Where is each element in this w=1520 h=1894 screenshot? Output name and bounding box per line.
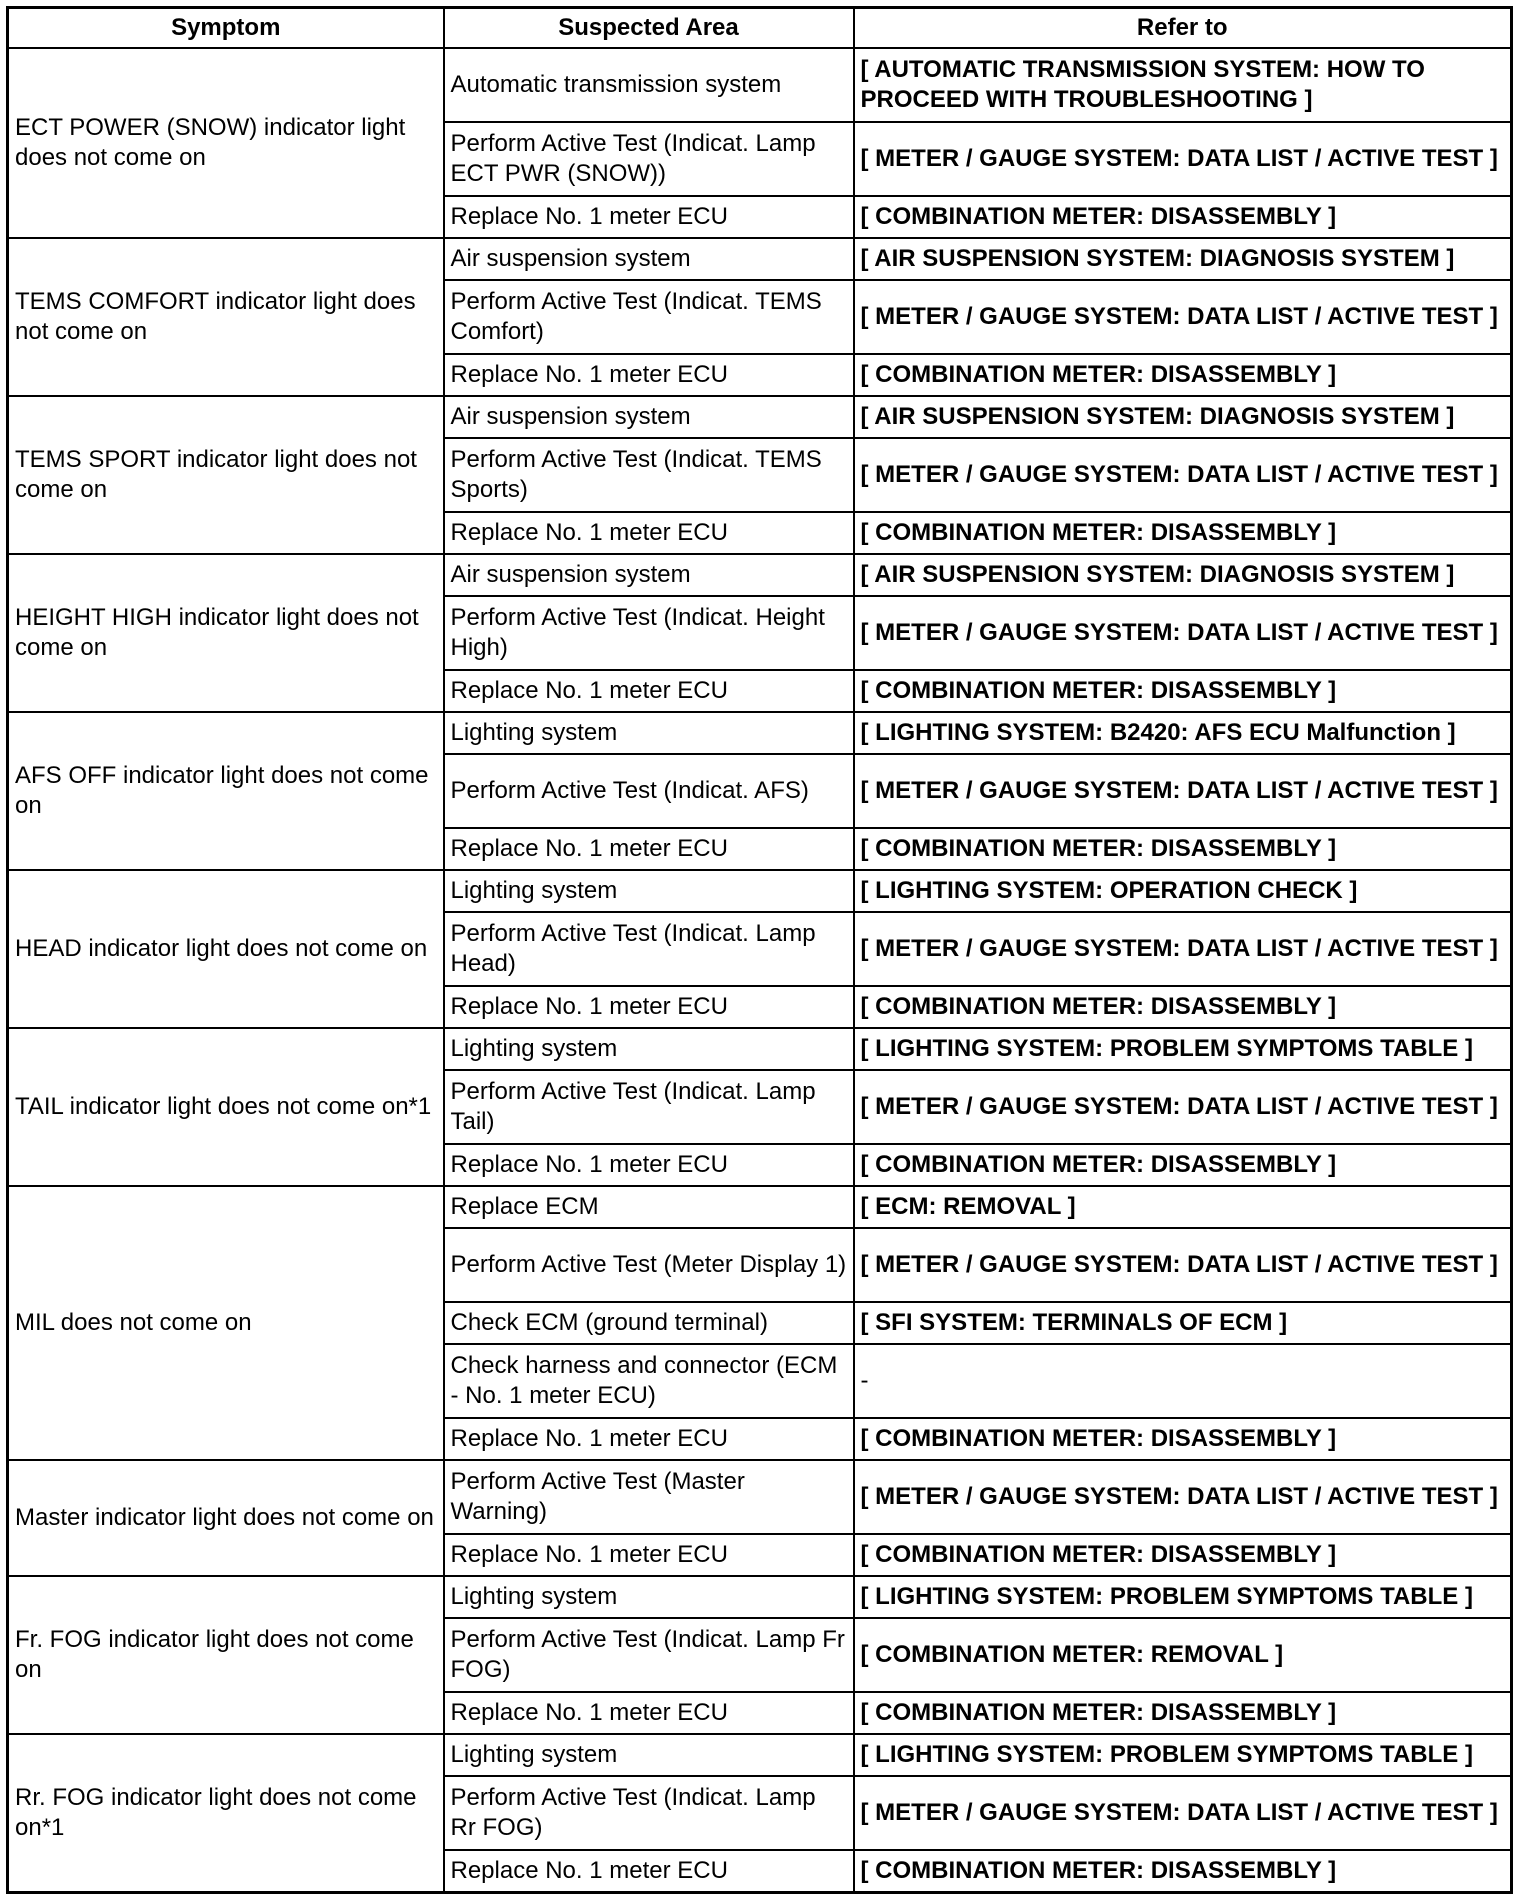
suspected-area-cell: Perform Active Test (Indicat. AFS) — [444, 754, 854, 828]
troubleshooting-table — [6, 6, 1513, 1894]
symptom-cell: HEAD indicator light does not come on — [8, 870, 444, 1028]
refer-to-cell[interactable]: [ COMBINATION METER: DISASSEMBLY ] — [854, 196, 1512, 238]
suspected-area-cell: Perform Active Test (Indicat. Lamp Tail) — [444, 1070, 854, 1144]
table-row — [8, 1028, 1512, 1070]
refer-to-cell[interactable]: [ COMBINATION METER: DISASSEMBLY ] — [854, 986, 1512, 1028]
refer-to-cell[interactable]: [ METER / GAUGE SYSTEM: DATA LIST / ACTIVE TEST ] — [854, 1070, 1512, 1144]
refer-to-cell[interactable]: [ COMBINATION METER: DISASSEMBLY ] — [854, 1144, 1512, 1186]
suspected-area-cell: Perform Active Test (Indicat. Height High) — [444, 596, 854, 670]
suspected-area-cell: Air suspension system — [444, 554, 854, 596]
symptom-cell: TEMS COMFORT indicator light does not come on — [8, 238, 444, 396]
refer-to-cell[interactable]: [ LIGHTING SYSTEM: B2420: AFS ECU Malfunction ] — [854, 712, 1512, 754]
table-row — [8, 238, 1512, 280]
refer-to-cell[interactable]: [ METER / GAUGE SYSTEM: DATA LIST / ACTIVE TEST ] — [854, 1228, 1512, 1302]
refer-to-cell[interactable]: [ METER / GAUGE SYSTEM: DATA LIST / ACTIVE TEST ] — [854, 122, 1512, 196]
suspected-area-cell: Perform Active Test (Indicat. Lamp Head) — [444, 912, 854, 986]
table-row — [8, 870, 1512, 912]
refer-to-cell[interactable]: [ AUTOMATIC TRANSMISSION SYSTEM: HOW TO PROCEED WITH TROUBLESHOOTING ] — [854, 48, 1512, 122]
refer-to-cell[interactable]: [ SFI SYSTEM: TERMINALS OF ECM ] — [854, 1302, 1512, 1344]
refer-to-cell[interactable]: [ METER / GAUGE SYSTEM: DATA LIST / ACTIVE TEST ] — [854, 912, 1512, 986]
suspected-area-cell: Lighting system — [444, 870, 854, 912]
refer-to-cell[interactable]: [ METER / GAUGE SYSTEM: DATA LIST / ACTIVE TEST ] — [854, 596, 1512, 670]
refer-to-cell[interactable]: [ METER / GAUGE SYSTEM: DATA LIST / ACTIVE TEST ] — [854, 1460, 1512, 1534]
table-row — [8, 48, 1512, 122]
symptom-cell: ECT POWER (SNOW) indicator light does not come on — [8, 48, 444, 238]
refer-to-cell[interactable]: [ COMBINATION METER: DISASSEMBLY ] — [854, 354, 1512, 396]
suspected-area-cell: Replace No. 1 meter ECU — [444, 986, 854, 1028]
suspected-area-cell: Perform Active Test (Master Warning) — [444, 1460, 854, 1534]
suspected-area-cell: Replace No. 1 meter ECU — [444, 196, 854, 238]
symptom-cell: Master indicator light does not come on — [8, 1460, 444, 1576]
symptom-cell: AFS OFF indicator light does not come on — [8, 712, 444, 870]
header-symptom: Symptom — [8, 8, 444, 49]
refer-to-cell[interactable]: [ METER / GAUGE SYSTEM: DATA LIST / ACTIVE TEST ] — [854, 438, 1512, 512]
refer-to-cell[interactable]: [ LIGHTING SYSTEM: PROBLEM SYMPTOMS TABLE ] — [854, 1576, 1512, 1618]
suspected-area-cell: Air suspension system — [444, 396, 854, 438]
refer-to-cell[interactable]: [ COMBINATION METER: DISASSEMBLY ] — [854, 1692, 1512, 1734]
suspected-area-cell: Perform Active Test (Indicat. Lamp ECT PWR (SNOW)) — [444, 122, 854, 196]
table-row — [8, 554, 1512, 596]
refer-to-cell[interactable]: [ AIR SUSPENSION SYSTEM: DIAGNOSIS SYSTEM ] — [854, 238, 1512, 280]
refer-to-cell[interactable]: [ COMBINATION METER: DISASSEMBLY ] — [854, 512, 1512, 554]
symptom-cell: MIL does not come on — [8, 1186, 444, 1460]
suspected-area-cell: Replace No. 1 meter ECU — [444, 828, 854, 870]
suspected-area-cell: Replace No. 1 meter ECU — [444, 1144, 854, 1186]
symptom-cell: TAIL indicator light does not come on*1 — [8, 1028, 444, 1186]
table-row — [8, 712, 1512, 754]
refer-to-cell[interactable]: [ COMBINATION METER: DISASSEMBLY ] — [854, 1534, 1512, 1576]
refer-to-cell[interactable]: [ ECM: REMOVAL ] — [854, 1186, 1512, 1228]
suspected-area-cell: Perform Active Test (Indicat. TEMS Comfort) — [444, 280, 854, 354]
symptom-cell: Fr. FOG indicator light does not come on — [8, 1576, 444, 1734]
refer-to-cell[interactable]: [ COMBINATION METER: DISASSEMBLY ] — [854, 828, 1512, 870]
suspected-area-cell: Perform Active Test (Meter Display 1) — [444, 1228, 854, 1302]
suspected-area-cell: Replace No. 1 meter ECU — [444, 1850, 854, 1893]
suspected-area-cell: Lighting system — [444, 1576, 854, 1618]
refer-to-cell[interactable]: [ COMBINATION METER: REMOVAL ] — [854, 1618, 1512, 1692]
refer-to-cell: - — [854, 1344, 1512, 1418]
symptom-cell: TEMS SPORT indicator light does not come on — [8, 396, 444, 554]
refer-to-cell[interactable]: [ LIGHTING SYSTEM: PROBLEM SYMPTOMS TABLE ] — [854, 1734, 1512, 1776]
refer-to-cell[interactable]: [ COMBINATION METER: DISASSEMBLY ] — [854, 670, 1512, 712]
refer-to-cell[interactable]: [ COMBINATION METER: DISASSEMBLY ] — [854, 1418, 1512, 1460]
suspected-area-cell: Replace No. 1 meter ECU — [444, 1692, 854, 1734]
suspected-area-cell: Perform Active Test (Indicat. TEMS Sports) — [444, 438, 854, 512]
header-row — [8, 8, 1512, 49]
suspected-area-cell: Replace No. 1 meter ECU — [444, 670, 854, 712]
header-refer-to: Refer to — [854, 8, 1512, 49]
suspected-area-cell: Lighting system — [444, 1734, 854, 1776]
refer-to-cell[interactable]: [ METER / GAUGE SYSTEM: DATA LIST / ACTIVE TEST ] — [854, 1776, 1512, 1850]
suspected-area-cell: Replace No. 1 meter ECU — [444, 1534, 854, 1576]
suspected-area-cell: Air suspension system — [444, 238, 854, 280]
table-row — [8, 1460, 1512, 1534]
table-row — [8, 396, 1512, 438]
suspected-area-cell: Perform Active Test (Indicat. Lamp Fr FOG) — [444, 1618, 854, 1692]
suspected-area-cell: Check ECM (ground terminal) — [444, 1302, 854, 1344]
table-row — [8, 1576, 1512, 1618]
refer-to-cell[interactable]: [ LIGHTING SYSTEM: OPERATION CHECK ] — [854, 870, 1512, 912]
symptom-cell: Rr. FOG indicator light does not come on*1 — [8, 1734, 444, 1893]
refer-to-cell[interactable]: [ AIR SUSPENSION SYSTEM: DIAGNOSIS SYSTEM ] — [854, 396, 1512, 438]
header-suspected-area: Suspected Area — [444, 8, 854, 49]
suspected-area-cell: Replace No. 1 meter ECU — [444, 512, 854, 554]
table-row — [8, 1734, 1512, 1776]
symptom-cell: HEIGHT HIGH indicator light does not come on — [8, 554, 444, 712]
refer-to-cell[interactable]: [ AIR SUSPENSION SYSTEM: DIAGNOSIS SYSTEM ] — [854, 554, 1512, 596]
suspected-area-cell: Replace No. 1 meter ECU — [444, 1418, 854, 1460]
suspected-area-cell: Automatic transmission system — [444, 48, 854, 122]
refer-to-cell[interactable]: [ METER / GAUGE SYSTEM: DATA LIST / ACTIVE TEST ] — [854, 754, 1512, 828]
refer-to-cell[interactable]: [ LIGHTING SYSTEM: PROBLEM SYMPTOMS TABLE ] — [854, 1028, 1512, 1070]
suspected-area-cell: Replace No. 1 meter ECU — [444, 354, 854, 396]
suspected-area-cell: Replace ECM — [444, 1186, 854, 1228]
refer-to-cell[interactable]: [ COMBINATION METER: DISASSEMBLY ] — [854, 1850, 1512, 1893]
suspected-area-cell: Perform Active Test (Indicat. Lamp Rr FOG) — [444, 1776, 854, 1850]
table-row — [8, 1186, 1512, 1228]
suspected-area-cell: Check harness and connector (ECM - No. 1 meter ECU) — [444, 1344, 854, 1418]
table-body — [8, 48, 1512, 1893]
suspected-area-cell: Lighting system — [444, 1028, 854, 1070]
suspected-area-cell: Lighting system — [444, 712, 854, 754]
refer-to-cell[interactable]: [ METER / GAUGE SYSTEM: DATA LIST / ACTIVE TEST ] — [854, 280, 1512, 354]
